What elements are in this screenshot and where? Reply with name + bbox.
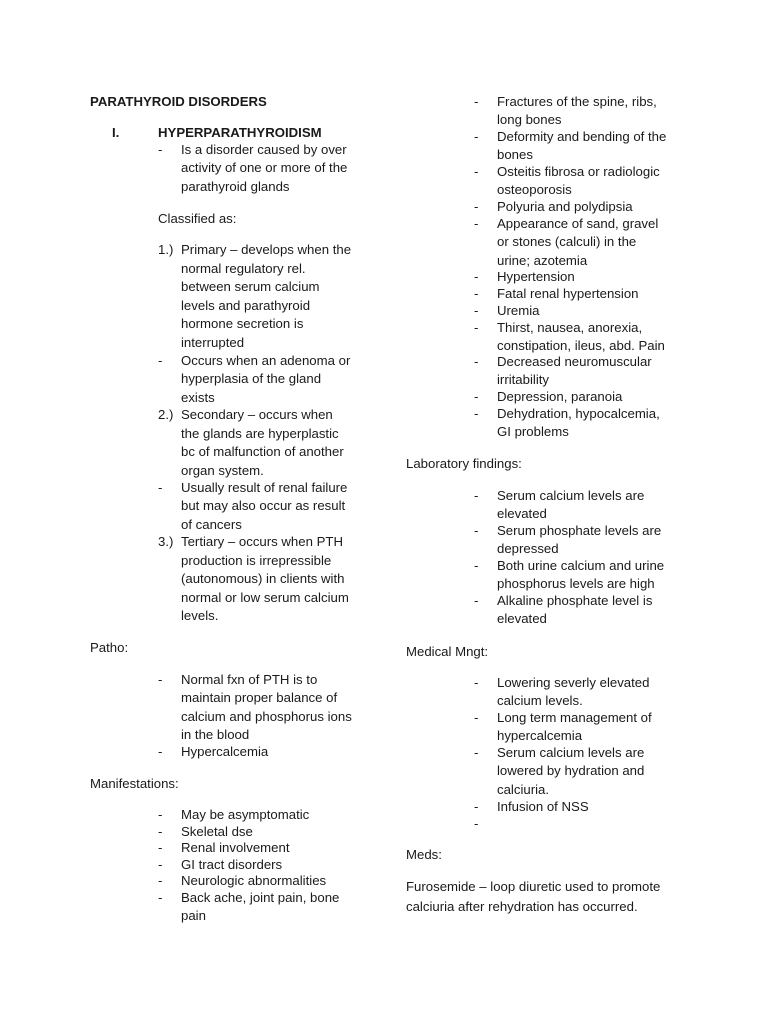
primary-text: between serum calcium [181,279,320,295]
bullet-dash: - [158,840,163,856]
manifestation-item: Fatal renal hypertension [497,286,639,301]
manifestation-item: GI problems [497,424,569,440]
manifestation-item: Uremia [497,303,540,318]
mngt-item: Infusion of NSS [497,799,589,814]
bullet-dash: - [474,269,479,284]
mngt-item: lowered by hydration and [497,763,645,779]
bullet-dash: - [158,142,163,157]
bullet-dash: - [474,94,479,109]
manifestation-item: or stones (calculi) in the [497,234,637,250]
list-number: 2.) [158,407,174,422]
bullet-dash: - [474,286,479,301]
manifestation-item: osteoporosis [497,182,572,198]
manifestation-item: Appearance of sand, gravel [497,216,659,231]
manifestation-item: Decreased neuromuscular [497,354,652,369]
bullet-dash: - [474,745,479,760]
definition-text: activity of one or more of the [181,160,348,176]
patho-item: Normal fxn of PTH is to [181,672,318,687]
patho-item: Hypercalcemia [181,744,269,759]
bullet-dash: - [158,823,163,839]
manifestation-item: long bones [497,112,562,128]
definition-text: parathyroid glands [181,178,290,194]
manifestation-item: Hypertension [497,269,575,284]
patho-item: in the blood [181,726,250,742]
primary-note: Occurs when an adenoma or [181,353,351,368]
mngt-item: Long term management of [497,710,652,725]
mngt-item: Lowering severly elevated [497,675,650,690]
primary-text: levels and parathyroid [181,297,311,313]
meds-label: Meds: [406,847,442,862]
bullet-dash: - [158,856,163,872]
section-number: I. [112,125,120,140]
manifestation-item: Dehydration, hypocalcemia, [497,406,660,421]
tertiary-text: (autonomous) in clients with [181,571,345,587]
bullet-dash: - [474,816,479,831]
bullet-dash: - [158,672,163,687]
bullet-dash: - [474,164,479,179]
bullet-dash: - [158,873,163,889]
manifestation-item: Polyuria and polydipsia [497,199,633,214]
manifest-item: May be asymptomatic [181,807,310,822]
secondary-note: Usually result of renal failure [181,480,348,495]
tertiary-text: production is irrepressible [181,552,332,568]
secondary-text: the glands are hyperplastic [181,425,339,441]
bullet-dash: - [474,216,479,231]
primary-text: interrupted [181,335,245,350]
lab-item: Serum calcium levels are [497,488,645,503]
primary-note: hyperplasia of the gland [181,371,322,387]
manifestation-item: Fractures of the spine, ribs, [497,94,657,109]
manifestation-item: bones [497,147,533,163]
lab-item: Both urine calcium and urine [497,558,665,573]
mngt-item: hypercalcemia [497,728,583,744]
mngt-label: Medical Mngt: [406,644,489,659]
mngt-item: calcium levels. [497,693,583,709]
patho-label: Patho: [90,640,129,655]
manifestation-item: constipation, ileus, abd. Pain [497,338,665,354]
patho-item: maintain proper balance of [181,690,338,706]
definition-text: Is a disorder caused by over [181,142,347,157]
list-number: 1.) [158,242,174,257]
lab-item: Alkaline phosphate level is [497,593,653,608]
bullet-dash: - [474,710,479,725]
manifest-item: Neurologic abnormalities [181,873,327,889]
manifest-label: Manifestations: [90,776,179,791]
bullet-dash: - [158,744,163,759]
mngt-item: Serum calcium levels are [497,745,645,760]
tertiary-text: levels. [181,608,219,624]
tertiary-text: normal or low serum calcium [181,589,349,605]
primary-text: hormone secretion is [181,316,304,332]
manifest-item: Skeletal dse [181,823,253,839]
secondary-text: Secondary – occurs when [181,407,333,422]
primary-note: exists [181,389,215,405]
manifest-item: GI tract disorders [181,856,283,872]
bullet-dash: - [474,523,479,538]
bullet-dash: - [474,129,479,144]
secondary-note: but may also occur as result [181,498,346,514]
bullet-dash: - [158,353,163,368]
classified-label: Classified as: [158,211,237,226]
secondary-note: of cancers [181,516,242,532]
secondary-text: organ system. [181,462,264,478]
lab-item: phosphorus levels are high [497,576,655,592]
primary-text: normal regulatory rel. [181,260,306,276]
section-title: HYPERPARATHYROIDISM [158,125,322,140]
document-title: PARATHYROID DISORDERS [90,94,267,109]
manifest-item: Back ache, joint pain, bone [181,890,340,905]
lab-label: Laboratory findings: [406,456,522,471]
primary-text: Primary – develops when the [181,242,352,257]
manifestation-item: Deformity and bending of the [497,129,667,144]
bullet-dash: - [158,890,163,905]
tertiary-text: Tertiary – occurs when PTH [181,534,343,549]
list-number: 3.) [158,534,174,549]
manifestation-item: irritability [497,372,550,388]
bullet-dash: - [474,320,479,335]
manifest-item: Renal involvement [181,840,290,856]
bullet-dash: - [474,199,479,214]
bullet-dash: - [474,488,479,503]
bullet-dash: - [474,558,479,573]
bullet-dash: - [158,480,163,495]
bullet-dash: - [158,807,163,822]
bullet-dash: - [474,354,479,369]
manifest-item: pain [181,908,206,924]
bullet-dash: - [474,799,479,814]
bullet-dash: - [474,675,479,690]
patho-item: calcium and phosphorus ions [181,708,352,724]
bullet-dash: - [474,406,479,421]
manifestation-item: Thirst, nausea, anorexia, [497,320,643,335]
bullet-dash: - [474,303,479,318]
lab-item: Serum phosphate levels are [497,523,662,538]
secondary-text: bc of malfunction of another [181,444,344,460]
bullet-dash: - [474,593,479,608]
mngt-item: calciuria. [497,781,550,797]
bullet-dash: - [474,389,479,404]
lab-item: depressed [497,541,559,557]
manifestation-item: urine; azotemia [497,252,588,268]
meds-text: Furosemide – loop diuretic used to promote [406,879,661,894]
lab-item: elevated [497,506,547,522]
manifestation-item: Osteitis fibrosa or radiologic [497,164,660,179]
meds-text: calciuria after rehydration has occurred. [406,898,638,914]
lab-item: elevated [497,611,547,627]
manifestation-item: Depression, paranoia [497,389,623,404]
